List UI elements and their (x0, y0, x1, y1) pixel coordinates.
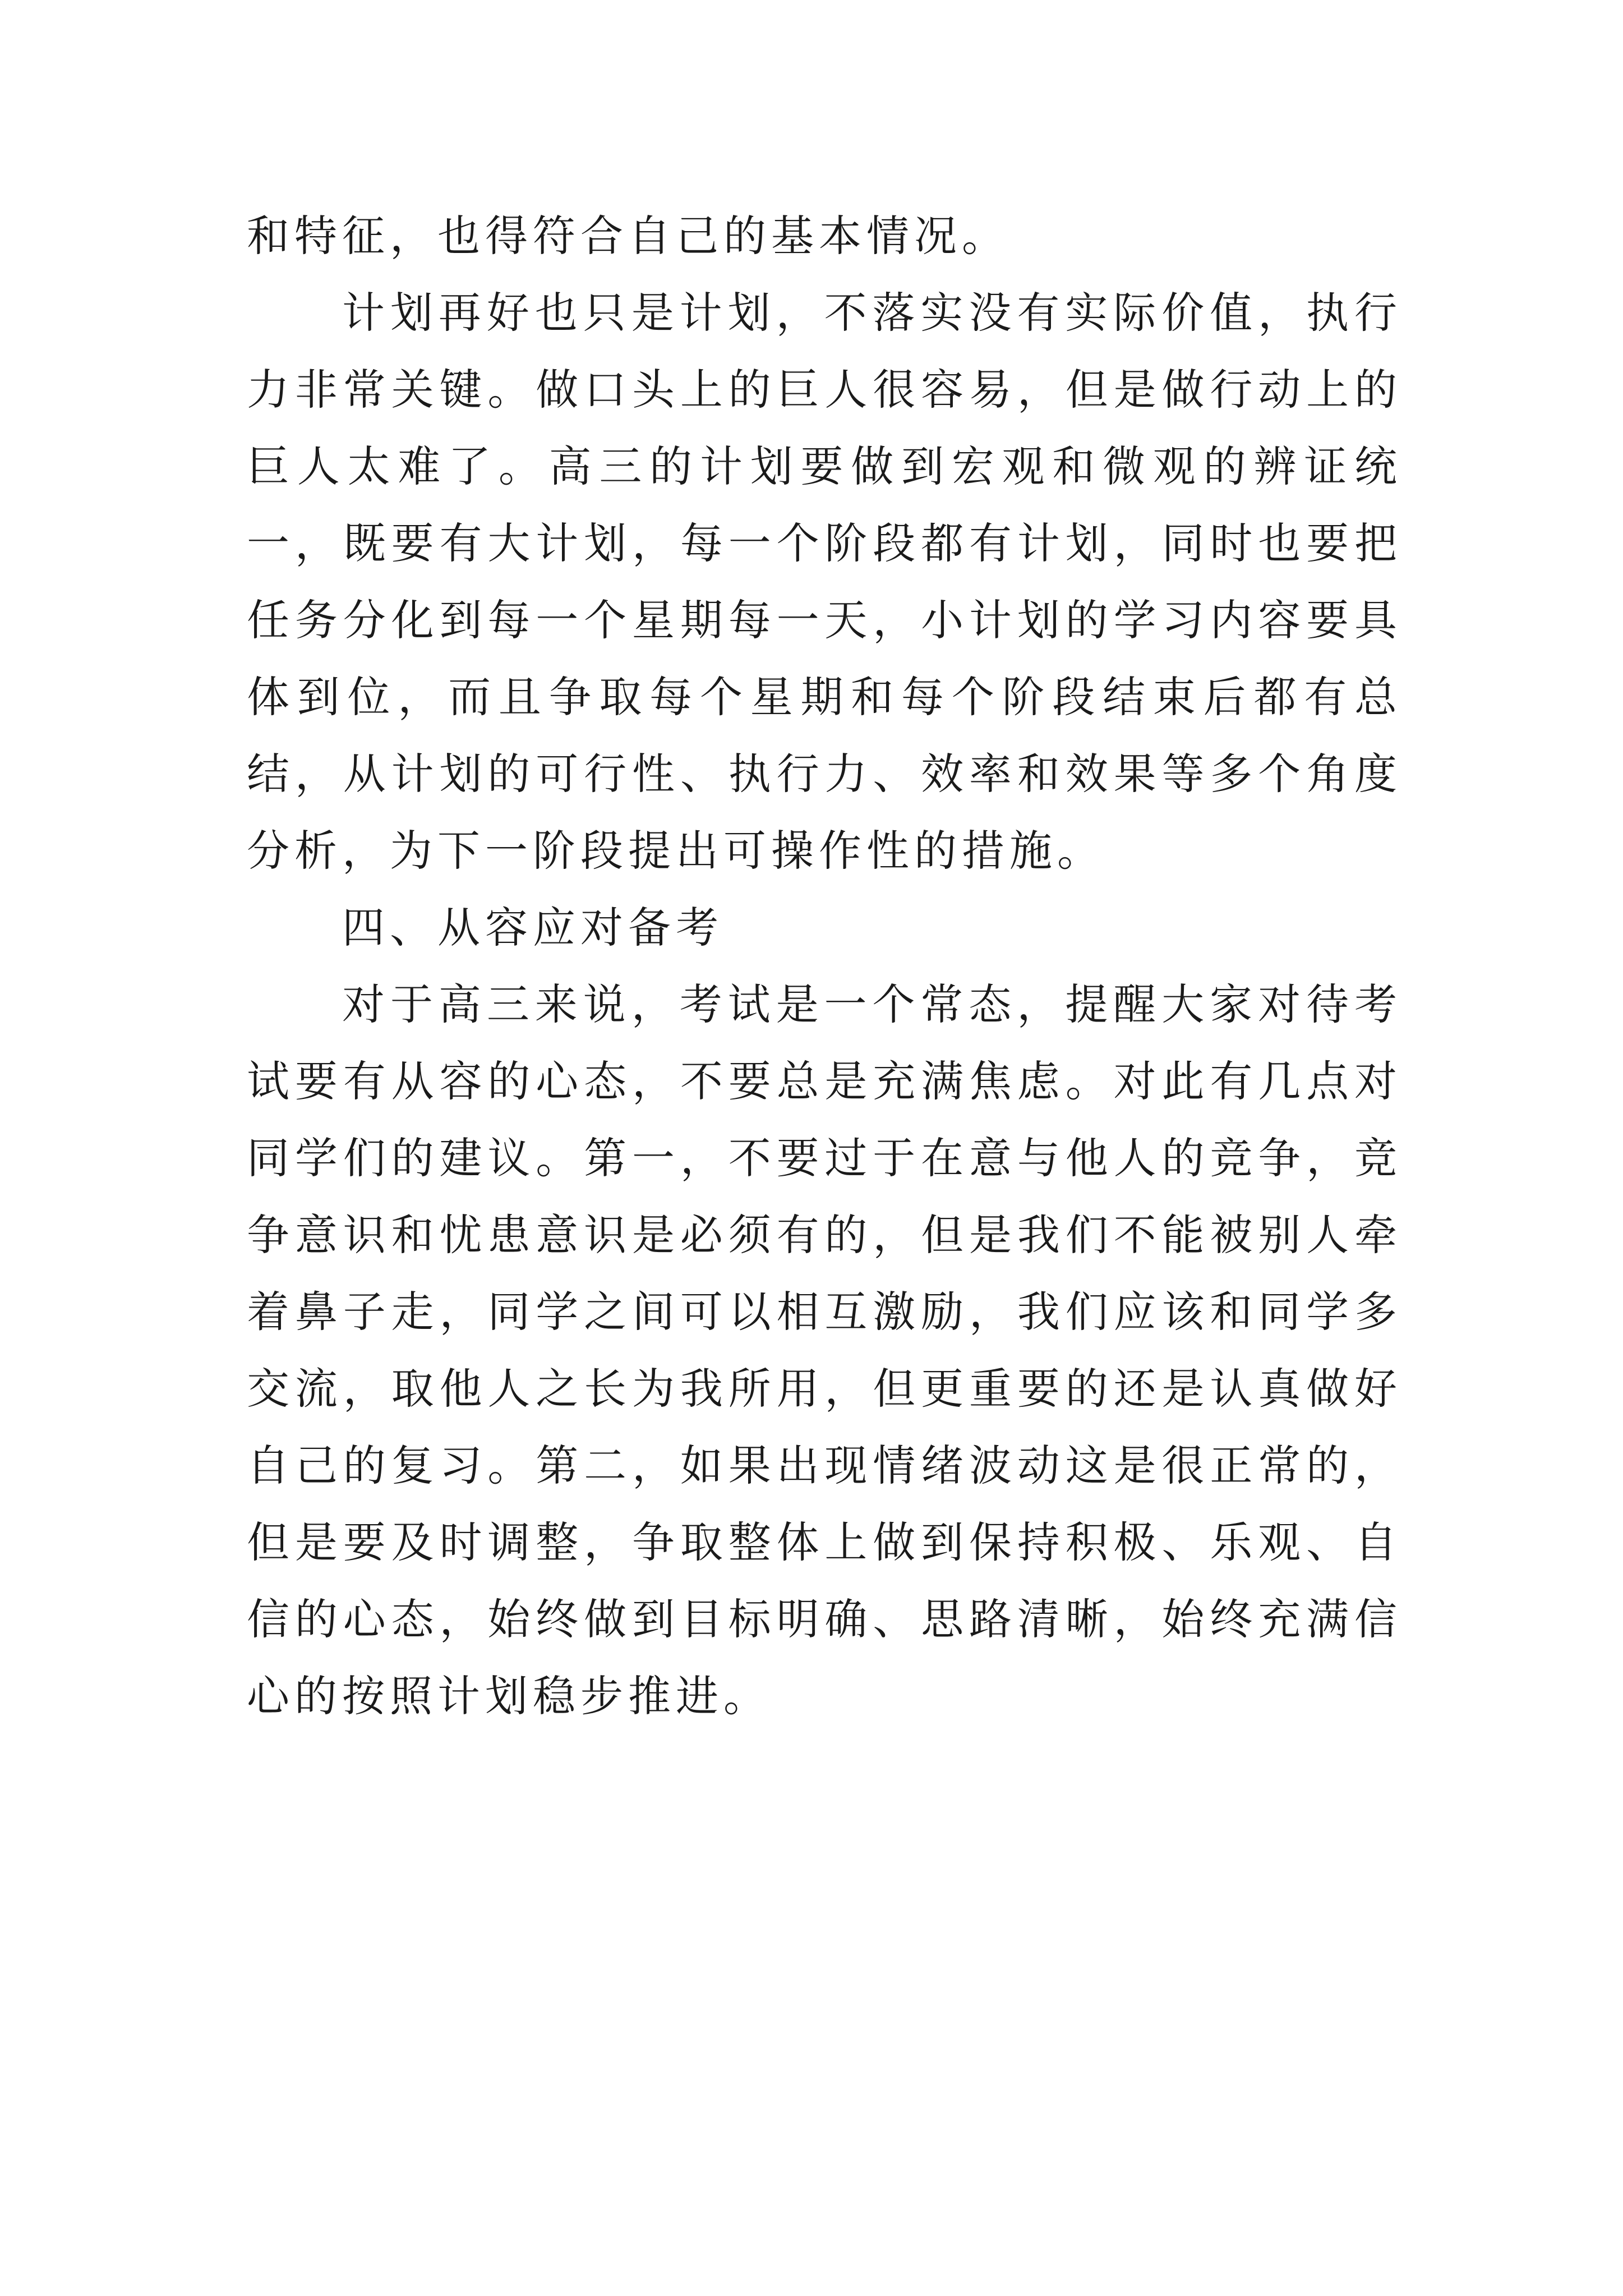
paragraph-continuation: 和特征，也得符合自己的基本情况。 (247, 211, 1009, 261)
document-body (247, 197, 1402, 1734)
paragraph-exam-attitude: 对于高三来说，考试是一个常态，提醒大家对待考试要有从容的心态，不要总是充满焦虑。对此有几点对同学们的建议。第一，不要过于在意与他人的竞争，竞争意识和忧患意识是必须有的，但是我们不能被别人牵着鼻子走，同学之间可以相互激励，我们应该和同学多交流，取他人之长为我所用，但更重要的还是认真做好自己的复习。第二，如果出现情绪波动这是很正常的，但是要及时调整，争取整体上做到保持积极、乐观、自信的心态，始终做到目标明确、思路清晰，始终充满信心的按照计划稳步推进。 (247, 979, 1402, 1721)
paragraph-plan-execution: 计划再好也只是计划，不落实没有实际价值，执行力非常关键。做口头上的巨人很容易，但是做行动上的巨人太难了。高三的计划要做到宏观和微观的辨证统一，既要有大计划，每一个阶段都有计划，同时也要把任务分化到每一个星期每一天，小计划的学习内容要具体到位，而且争取每个星期和每个阶段结束后都有总结，从计划的可行性、执行力、效率和效果等多个角度分析，为下一阶段提出可操作性的措施。 (247, 288, 1402, 876)
section-heading: 四、从容应对备考 (342, 903, 723, 953)
